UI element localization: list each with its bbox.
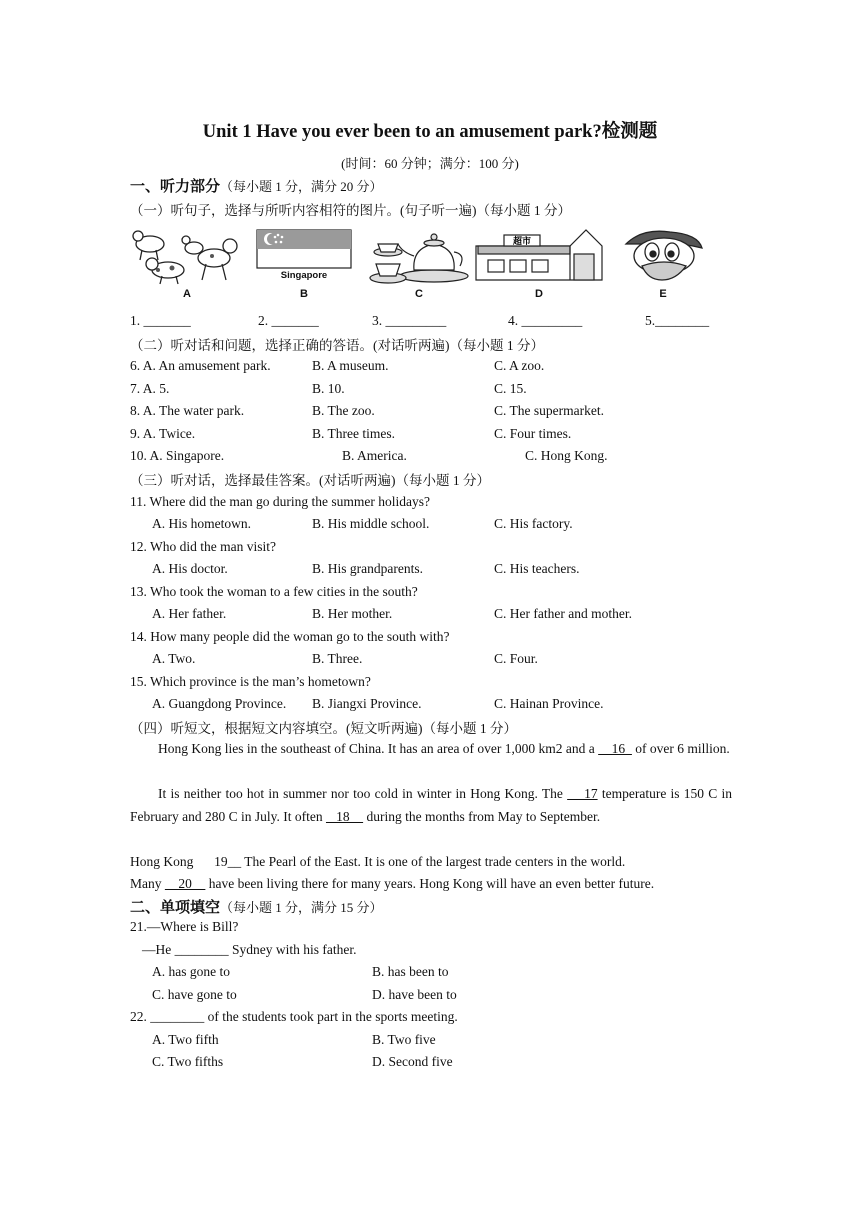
part2-title: 二、单项填空	[130, 898, 221, 916]
q15-option-a[interactable]: A. Guangdong Province.	[152, 696, 287, 711]
passage-paragraph-4	[130, 876, 654, 892]
part2-heading	[130, 896, 383, 917]
picture-label-b: B	[300, 288, 308, 300]
q11-text: 11. Where did the man go during the summer holidays?	[130, 494, 430, 509]
answer-blank-1[interactable]: 1. _______	[130, 313, 191, 328]
q21-option-b[interactable]: B. has been to	[372, 964, 449, 979]
q13-option-a[interactable]: A. Her father.	[152, 606, 227, 621]
q11-option-a[interactable]: A. His hometown.	[152, 516, 251, 531]
supermarket-icon	[474, 226, 604, 282]
picture-label-a: A	[183, 288, 191, 300]
q12-option-b[interactable]: B. His grandparents.	[312, 561, 423, 576]
q21-text-2: —He ________ Sydney with his father.	[142, 942, 357, 957]
q22-option-c[interactable]: C. Two fifths	[152, 1054, 224, 1069]
p2-text: It is neither too hot in summer nor too cold in winter in Hong Kong. The	[158, 786, 563, 801]
p4-b: have been living there for many years. Hong Kong will have an even better future.	[208, 876, 655, 891]
picture-c	[364, 226, 474, 298]
passage-paragraph-2	[130, 783, 732, 828]
q13-text: 13. Who took the woman to a few cities in the south?	[130, 584, 418, 599]
picture-a	[128, 226, 246, 298]
q12-option-a[interactable]: A. His doctor.	[152, 561, 228, 576]
q6-option-a[interactable]: 6. A. An amusement park.	[130, 358, 271, 373]
answer-blank-2[interactable]: 2. _______	[258, 313, 319, 328]
picture-d	[474, 226, 604, 298]
q14-option-c[interactable]: C. Four.	[494, 651, 538, 666]
blank-17[interactable]: 17	[567, 786, 598, 801]
blank-19[interactable]: 19__	[214, 854, 242, 869]
q7-option-c[interactable]: C. 15.	[494, 381, 527, 396]
q11-option-c[interactable]: C. His factory.	[494, 516, 573, 531]
q13-option-b[interactable]: B. Her mother.	[312, 606, 393, 621]
q10-option-b[interactable]: B. America.	[342, 448, 407, 463]
page-title: Unit 1 Have you ever been to an amusement park?检测题	[202, 122, 658, 142]
q21-option-a[interactable]: A. has gone to	[152, 964, 230, 979]
q9-option-c[interactable]: C. Four times.	[494, 426, 572, 441]
p1-end: of over 6 million.	[635, 741, 730, 756]
part2-note: （每小题 1 分，满分 15 分）	[220, 900, 383, 915]
p3-a: Hong Kong	[130, 854, 194, 869]
teapot-icon	[364, 226, 474, 286]
picture-label-c: C	[415, 288, 423, 300]
passage-paragraph-1	[130, 738, 732, 761]
blank-16[interactable]: 16	[598, 741, 632, 756]
passage-paragraph-3	[130, 854, 625, 870]
q8-option-b[interactable]: B. The zoo.	[312, 403, 375, 418]
q6-option-c[interactable]: C. A zoo.	[494, 358, 545, 373]
part1-title: 一、听力部分	[130, 177, 221, 195]
q22-option-a[interactable]: A. Two fifth	[152, 1032, 219, 1047]
q9-option-a[interactable]: 9. A. Twice.	[130, 426, 196, 441]
q7-option-a[interactable]: 7. A. 5.	[130, 381, 170, 396]
singapore-flag-icon	[256, 226, 352, 272]
q11-option-b[interactable]: B. His middle school.	[312, 516, 430, 531]
answer-blank-5[interactable]: 5.________	[645, 313, 710, 328]
p3-b: The Pearl of the East. It is one of the largest trade centers in the world.	[244, 854, 626, 869]
picture-b	[256, 226, 352, 298]
q14-text: 14. How many people did the woman go to the south with?	[130, 629, 450, 644]
p4-a: Many	[130, 876, 162, 891]
animals-icon	[128, 226, 246, 286]
q10-option-a[interactable]: 10. A. Singapore.	[130, 448, 225, 463]
q12-option-c[interactable]: C. His teachers.	[494, 561, 580, 576]
answer-blank-4[interactable]: 4. _________	[508, 313, 583, 328]
q22-text: 22. ________ of the students took part in the sports meeting.	[130, 1009, 458, 1024]
p2-line2a: temperature is 150 C in February and 280 C in July. It often	[130, 786, 733, 824]
q7-option-b[interactable]: B. 10.	[312, 381, 345, 396]
q21-option-d[interactable]: D. have been to	[372, 987, 457, 1002]
q21-option-c[interactable]: C. have gone to	[152, 987, 237, 1002]
p1-text: Hong Kong lies in the southeast of China. It has an area of over 1,000 km2 and a	[158, 741, 595, 756]
q13-option-c[interactable]: C. Her father and mother.	[494, 606, 632, 621]
picture-label-e: E	[659, 288, 667, 300]
part1-heading	[130, 175, 383, 196]
picture-label-d: D	[535, 288, 543, 300]
q14-option-a[interactable]: A. Two.	[152, 651, 196, 666]
exam-info: (时间：60 分钟；满分：100 分)	[341, 156, 519, 171]
picture-e	[618, 226, 708, 298]
q10-option-c[interactable]: C. Hong Kong.	[525, 448, 608, 463]
q15-text: 15. Which province is the man’s hometown?	[130, 674, 371, 689]
singapore-caption: Singapore	[280, 270, 328, 281]
sec1-instruction: （一）听句子，选择与所听内容相符的图片。(句子听一遍)（每小题 1 分）	[130, 203, 571, 218]
q6-option-b[interactable]: B. A museum.	[312, 358, 389, 373]
q8-option-a[interactable]: 8. A. The water park.	[130, 403, 245, 418]
q12-text: 12. Who did the man visit?	[130, 539, 276, 554]
sec3-instruction: （三）听对话，选择最佳答案。(对话听两遍)（每小题 1 分）	[130, 473, 490, 488]
answer-blank-3[interactable]: 3. _________	[372, 313, 447, 328]
blank-18[interactable]: 18	[325, 808, 364, 824]
q15-option-b[interactable]: B. Jiangxi Province.	[312, 696, 422, 711]
blank-20[interactable]: 20	[164, 876, 206, 891]
q21-text: 21.—Where is Bill?	[130, 919, 239, 934]
supermarket-sign: 超市	[512, 237, 532, 247]
cartoon-duck-icon	[618, 226, 708, 284]
q14-option-b[interactable]: B. Three.	[312, 651, 363, 666]
q9-option-b[interactable]: B. Three times.	[312, 426, 395, 441]
q8-option-c[interactable]: C. The supermarket.	[494, 403, 604, 418]
p2-line2b: during the months from May	[366, 808, 523, 824]
q15-option-c[interactable]: C. Hainan Province.	[494, 696, 604, 711]
sec2-instruction: （二）听对话和问题，选择正确的答语。(对话听两遍)（每小题 1 分）	[130, 338, 544, 353]
q22-option-b[interactable]: B. Two five	[372, 1032, 436, 1047]
picture-row	[128, 226, 718, 298]
sec4-instruction: （四）听短文，根据短文内容填空。(短文听两遍)（每小题 1 分）	[130, 721, 517, 736]
p2-end: to September.	[525, 808, 601, 824]
q22-option-d[interactable]: D. Second five	[372, 1054, 453, 1069]
part1-note: （每小题 1 分，满分 20 分）	[220, 179, 383, 194]
